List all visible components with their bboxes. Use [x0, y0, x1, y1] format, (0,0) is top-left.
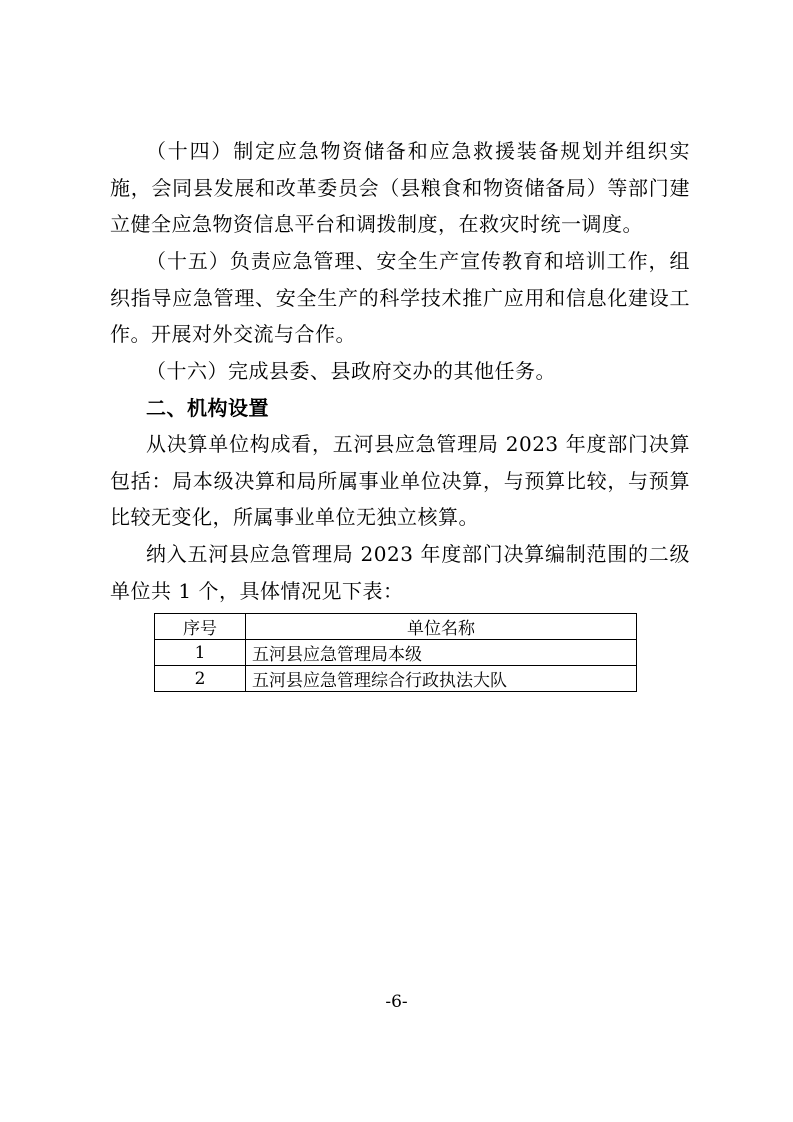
paragraph-item-14: （十四）制定应急物资储备和应急救援装备规划并组织实施，会同县发展和改革委员会（县粮食和物资储备局）等部门建立健全应急物资信息平台和调拨制度，在救灾时统一调度。 [110, 139, 690, 236]
paragraph-item-15: （十五）负责应急管理、安全生产宣传教育和培训工作，组织指导应急管理、安全生产的科学技术推广应用和信息化建设工作。开展对外交流与合作。 [110, 249, 690, 346]
units-table [154, 613, 637, 692]
header-seq: 序号 [155, 614, 246, 640]
row-unit-name: 五河县应急管理局本级 [246, 640, 637, 666]
page-number: -6- [385, 992, 408, 1012]
row-unit-name: 五河县应急管理综合行政执法大队 [246, 666, 637, 692]
table-row [155, 640, 637, 666]
row-seq: 1 [155, 640, 246, 666]
paragraph-item-16: （十六）完成县委、县政府交办的其他任务。 [146, 359, 556, 383]
paragraph-composition: 从决算单位构成看，五河县应急管理局 2023 年度部门决算包括：局本级决算和局所属事业单位决算，与预算比较，与预算比较无变化，所属事业单位无独立核算。 [110, 432, 690, 529]
paragraph-scope: 纳入五河县应急管理局 2023 年度部门决算编制范围的二级单位共 1 个，具体情况见下表： [110, 542, 690, 603]
row-seq: 2 [155, 666, 246, 692]
table-header-row [155, 614, 637, 640]
table-row [155, 666, 637, 692]
header-name: 单位名称 [246, 614, 637, 640]
section-heading: 二、机构设置 [146, 396, 269, 420]
